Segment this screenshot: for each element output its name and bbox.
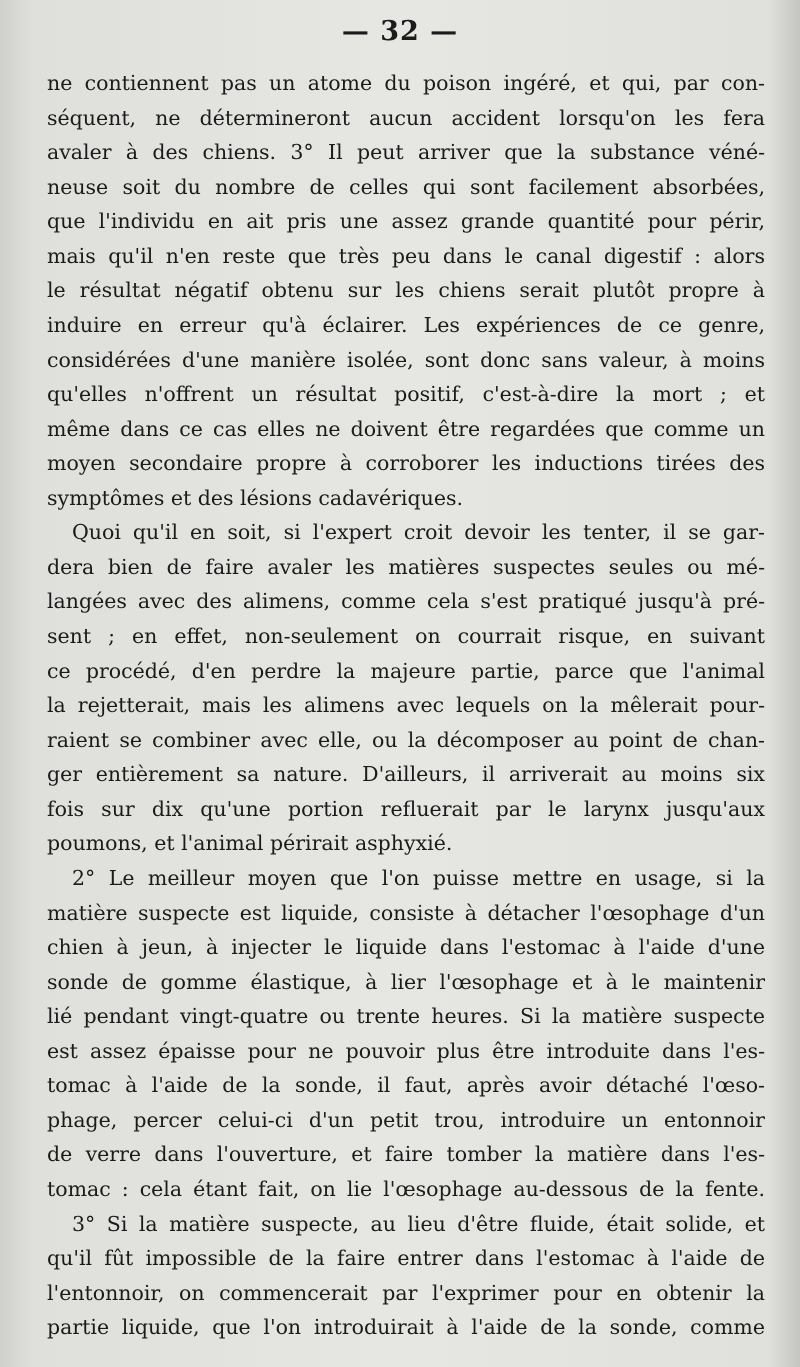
text-line: matière suspecte est liquide, consiste à détacher l'œsophage d'un <box>47 900 765 925</box>
text-line: lié pendant vingt-quatre ou trente heures. Si la matière suspecte <box>47 1004 765 1029</box>
text-line: dera bien de faire avaler les matières suspectes seules ou mé- <box>47 554 765 579</box>
text-line: induire en erreur qu'à éclairer. Les expériences de ce genre, <box>47 312 765 337</box>
text-line: poumons, et l'animal périrait asphyxié. <box>47 831 453 856</box>
text-line: moyen secondaire propre à corroborer les inductions tirées des <box>47 451 765 476</box>
text-line: langées avec des alimens, comme cela s'est pratiqué jusqu'à pré- <box>47 589 765 614</box>
text-line: l'entonnoir, on commencerait par l'exprimer pour en obtenir la <box>47 1280 765 1305</box>
text-line: symptômes et des lésions cadavériques. <box>47 485 463 510</box>
text-line: de verre dans l'ouverture, et faire tomber la matière dans l'es- <box>47 1142 765 1167</box>
text-line: le résultat négatif obtenu sur les chiens serait plutôt propre à <box>47 278 765 303</box>
text-line: avaler à des chiens. 3° Il peut arriver que la substance véné- <box>47 140 765 165</box>
text-line: séquent, ne détermineront aucun accident lorsqu'on les fera <box>47 105 765 130</box>
text-line: ne contiennent pas un atome du poison ingéré, et qui, par con- <box>47 71 765 95</box>
text-line: est assez épaisse pour ne pouvoir plus être introduite dans l'es- <box>47 1038 765 1063</box>
text-line: chien à jeun, à injecter le liquide dans l'estomac à l'aide d'une <box>47 935 765 960</box>
text-line: fois sur dix qu'une portion refluerait par le larynx jusqu'aux <box>47 796 765 821</box>
text-line: mais qu'il n'en reste que très peu dans le canal digestif : alors <box>47 243 765 268</box>
text-line: tomac : cela étant fait, on lie l'œsophage au-dessous de la fente. <box>47 1177 765 1201</box>
text-line: ce procédé, d'en perdre la majeure partie, parce que l'animal <box>47 658 765 683</box>
text-line: neuse soit du nombre de celles qui sont facilement absorbées, <box>47 174 765 199</box>
paragraph-start-line: 2° Le meilleur moyen que l'on puisse mettre en usage, si la <box>72 865 765 890</box>
page-number: — 32 — <box>341 16 459 47</box>
text-line: raient se combiner avec elle, ou la décomposer au point de chan- <box>47 727 765 752</box>
text-line: tomac à l'aide de la sonde, il faut, après avoir détaché l'œso- <box>47 1073 765 1098</box>
text-line: considérées d'une manière isolée, sont donc sans valeur, à moins <box>47 347 765 372</box>
text-line: phage, percer celui-ci d'un petit trou, introduire un entonnoir <box>47 1107 765 1132</box>
text-line: la rejetterait, mais les alimens avec lequels on la mêlerait pour- <box>47 693 765 718</box>
text-line: qu'il fût impossible de la faire entrer dans l'estomac à l'aide de <box>47 1246 765 1271</box>
paragraph-start-line: Quoi qu'il en soit, si l'expert croit devoir les tenter, il se gar- <box>72 520 765 545</box>
text-line: même dans ce cas elles ne doivent être regardées que comme un <box>47 416 765 441</box>
paragraph-start-line: 3° Si la matière suspecte, au lieu d'être fluide, était solide, et <box>72 1211 765 1236</box>
text-line: ger entièrement sa nature. D'ailleurs, il arriverait au moins six <box>47 762 765 787</box>
text-line: sent ; en effet, non-seulement on courrait risque, en suivant <box>47 624 765 648</box>
text-line: qu'elles n'offrent un résultat positif, c'est-à-dire la mort ; et <box>47 382 765 407</box>
text-line: sonde de gomme élastique, à lier l'œsophage et à le maintenir <box>47 969 765 994</box>
text-line: que l'individu en ait pris une assez grande quantité pour périr, <box>47 209 765 234</box>
text-line: partie liquide, que l'on introduirait à l'aide de la sonde, comme <box>47 1315 765 1340</box>
body-text <box>47 66 765 1345</box>
